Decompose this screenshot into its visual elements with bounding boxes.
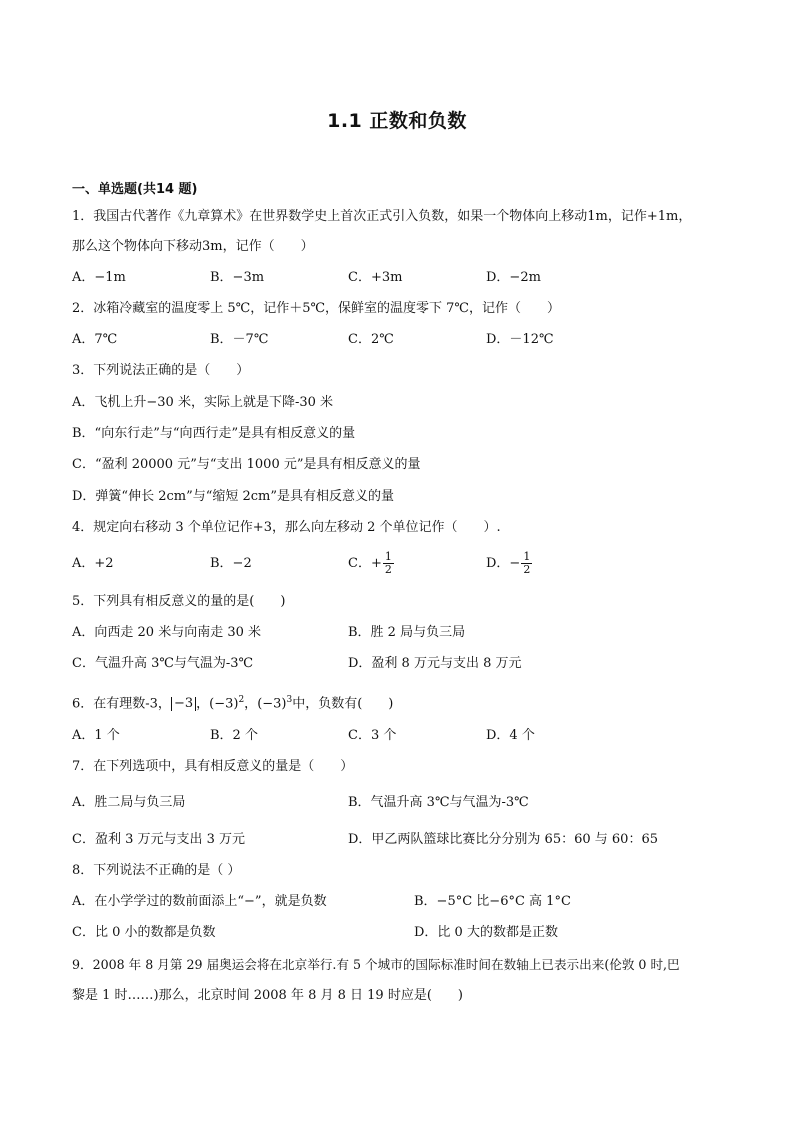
question-9-stem-line-2: 黎是 1 时……)那么，北京时间 2008 年 8 月 8 日 19 时应是( ) — [72, 988, 463, 1003]
q6-option-b: B．2 个 — [210, 728, 258, 743]
question-4-stem: 4．规定向右移动 3 个单位记作+3，那么向左移动 2 个单位记作（ ）. — [72, 520, 501, 535]
q4-option-b: B．−2 — [210, 556, 252, 571]
question-7-stem: 7．在下列选项中，具有相反意义的量是（ ） — [72, 759, 354, 774]
q6-separator-1: ， — [196, 696, 210, 712]
q8-option-a: A．在小学学过的数前面添上“−”，就是负数 — [72, 894, 327, 909]
q8-option-d: D．比 0 大的数都是正数 — [414, 925, 558, 940]
fraction-denominator: 2 — [523, 563, 531, 576]
power-exponent-2: 3 — [286, 695, 293, 705]
q1-option-b: B．−3m — [210, 270, 265, 285]
q6-prefix: 6．在有理数-3， — [72, 696, 171, 712]
q3-option-b: B．“向东行走”与“向西行走”是具有相反意义的量 — [72, 426, 356, 441]
q2-option-c: C．2℃ — [348, 332, 394, 347]
absolute-value-expression: −3 — [171, 697, 196, 711]
q3-option-c: C．“盈利 20000 元”与“支出 1000 元”是具有相反意义的量 — [72, 457, 421, 472]
q3-option-d: D．弹簧“伸长 2cm”与“缩短 2cm”是具有相反意义的量 — [72, 489, 395, 504]
q6-separator-2: ， — [244, 696, 258, 712]
fraction-denominator: 2 — [384, 563, 392, 576]
q6-option-d: D．4 个 — [486, 728, 535, 743]
q6-option-c: C．3 个 — [348, 728, 397, 743]
q2-option-a: A．7℃ — [72, 332, 118, 347]
q5-option-a: A．向西走 20 米与向南走 30 米 — [72, 625, 262, 640]
question-1-stem-line-2: 那么这个物体向下移动3m，记作（ ） — [72, 239, 314, 254]
q7-option-a: A．胜二局与负三局 — [72, 795, 186, 810]
q2-option-b: B．－7℃ — [210, 332, 269, 347]
q5-option-c: C．气温升高 3℃与气温为-3℃ — [72, 656, 254, 671]
q1-option-d: D．−2m — [486, 270, 541, 285]
q6-suffix: 中，负数有( ) — [292, 696, 394, 712]
q6-option-a: A．1 个 — [72, 728, 120, 743]
q7-option-c: C．盈利 3 万元与支出 3 万元 — [72, 832, 246, 847]
question-6-stem — [72, 690, 393, 714]
q7-option-b: B．气温升高 3℃与气温为-3℃ — [348, 795, 529, 810]
q8-option-c: C．比 0 小的数都是负数 — [72, 925, 216, 940]
power-base-2: (−3) — [257, 696, 287, 712]
question-5-stem: 5．下列具有相反意义的量的是( ) — [72, 594, 286, 609]
power-base-1: (−3) — [209, 696, 239, 712]
question-3-stem: 3．下列说法正确的是（ ） — [72, 363, 250, 378]
q4-option-a: A．+2 — [72, 556, 114, 571]
q4-option-c — [348, 546, 394, 582]
question-9-stem-line-1: 9．2008 年 8 月第 29 届奥运会将在北京举行.有 5 个城市的国际标准时间在数轴上已表示出来(伦敦 0 时,巴 — [72, 957, 680, 972]
q3-option-a: A．飞机上升−30 米，实际上就是下降-30 米 — [72, 395, 334, 410]
fraction-half — [383, 551, 394, 576]
q4-option-c-label: C．+ — [348, 556, 382, 571]
q5-option-d: D．盈利 8 万元与支出 8 万元 — [348, 656, 522, 671]
q1-option-a: A．−1m — [72, 270, 126, 285]
question-1-stem-line-1: 1．我国古代著作《九章算术》在世界数学史上首次正式引入负数，如果一个物体向上移动1m，记作+1m， — [72, 209, 692, 224]
fraction-numerator: 1 — [384, 550, 392, 563]
q1-option-c: C．+3m — [348, 270, 403, 285]
power-exponent-1: 2 — [238, 695, 245, 705]
section-header: 一、单选题(共14 题) — [72, 182, 198, 197]
q7-option-d: D．甲乙两队篮球比赛比分分别为 65：60 与 60：65 — [348, 832, 658, 847]
page-title: 1.1 正数和负数 — [327, 110, 467, 132]
question-8-stem: 8．下列说法不正确的是（ ） — [72, 863, 241, 878]
q4-option-d — [486, 546, 532, 582]
fraction-half — [521, 551, 532, 576]
q2-option-d: D．－12℃ — [486, 332, 554, 347]
q4-option-d-label: D．− — [486, 556, 521, 571]
q5-option-b: B．胜 2 局与负三局 — [348, 625, 466, 640]
question-2-stem: 2．冰箱冷藏室的温度零上 5℃，记作＋5℃，保鲜室的温度零下 7℃，记作（ ） — [72, 301, 560, 316]
q8-option-b: B．−5°C 比−6°C 高 1°C — [414, 894, 571, 909]
fraction-numerator: 1 — [523, 550, 531, 563]
